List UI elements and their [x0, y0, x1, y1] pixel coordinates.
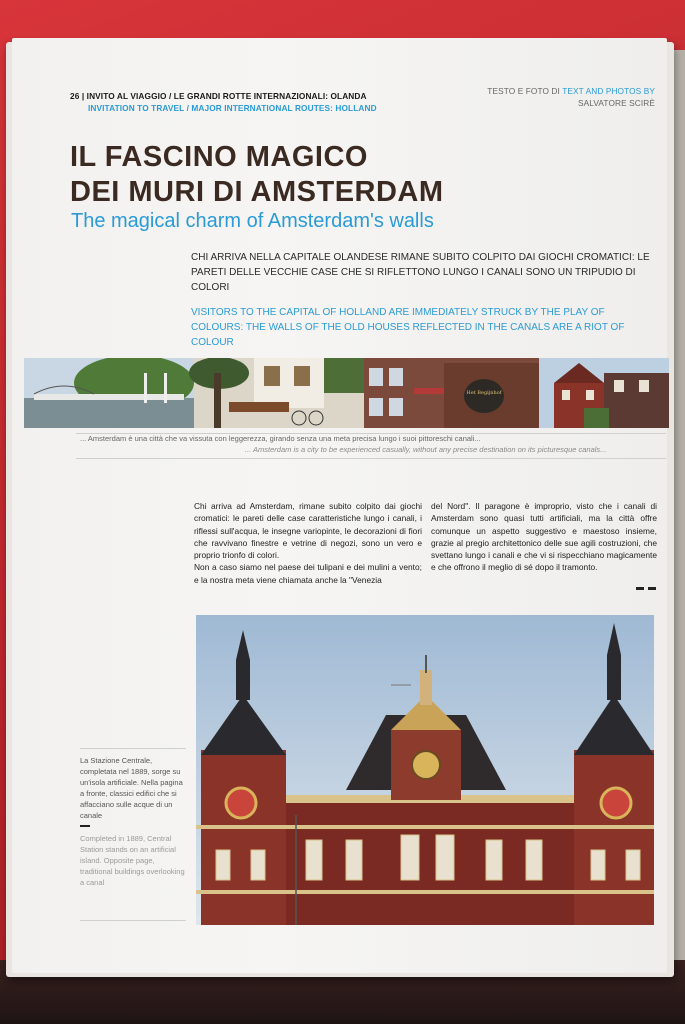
section-title-it: INVITO AL VIAGGIO / LE GRANDI ROTTE INTERNAZIONALI: OLANDA	[86, 91, 367, 101]
photo-strip	[24, 358, 669, 428]
article-end-mark	[636, 587, 656, 590]
section-header	[70, 90, 377, 114]
credit-en: TEXT AND PHOTOS BY	[562, 86, 655, 96]
shop-sign-text: Het Begijnhof	[466, 390, 502, 396]
author-name: SALVATORE SCIRÈ	[578, 98, 655, 108]
tree-and-bikes-photo	[189, 358, 364, 428]
strip-caption-en: ... Amsterdam is a city to be experienced casually, without any precise destination on its picturesque canals...	[245, 445, 607, 454]
body-paragraph: Non a caso siamo nel paese dei tulipani e dei mulini a vento; e la nostra meta viene chiamata anche la "Venezia	[194, 562, 422, 585]
caption-dash	[80, 825, 90, 827]
body-column-1	[194, 500, 422, 586]
page-number: 26	[70, 91, 80, 101]
lead-paragraph-it: CHI ARRIVA NELLA CAPITALE OLANDESE RIMANE SUBITO COLPITO DAI GIOCHI CROMATICI: LE PARETI DELLE VECCHIE CASE CHE SI RIFLETTONO LUNGO I CANALI SONO UN TRIPUDIO DI COLORI	[191, 252, 650, 293]
gabled-houses-photo	[539, 358, 669, 428]
central-station-photo	[196, 615, 654, 925]
title-line-2: DEI MURI DI AMSTERDAM	[70, 176, 444, 208]
strip-caption-it: ... Amsterdam è una città che va vissuta con leggerezza, girando senza una meta precisa lungo i suoi pittoreschi canali...	[80, 434, 481, 443]
section-title-en: INVITATION TO TRAVEL / MAJOR INTERNATIONAL ROUTES: HOLLAND	[88, 103, 377, 113]
brick-facade-sign-photo	[364, 358, 539, 428]
separator: |	[81, 91, 87, 101]
caption-bottom-rule	[80, 920, 186, 921]
canal-bridge-photo	[24, 358, 194, 428]
body-column-2	[431, 500, 657, 574]
article-subtitle: The magical charm of Amsterdam's walls	[71, 210, 434, 232]
article-title	[70, 140, 444, 210]
photo-caption-it: La Stazione Centrale, completata nel 1889, sorge su un'isola artificiale. Nella pagina a fronte, classici edifici che si affacciano sulle acque di un canale	[80, 756, 183, 820]
body-paragraph: del Nord". Il paragone è improprio, visto che i canali di Amsterdam sono quasi tutti artificiali, ma la città offre comunque un aspetto suggestivo e maestoso insieme, grazie al pregio architettonico delle sue agili costruzioni, che svettano lungo i canali e che vi si rispecchiano magicamente e che offrono il meglio di sé dopo il tramonto.	[431, 501, 657, 573]
lead-paragraph-en: VISITORS TO THE CAPITAL OF HOLLAND ARE IMMEDIATELY STRUCK BY THE PLAY OF COLOURS: THE WALLS OF THE OLD HOUSES REFLECTED IN THE CANALS ARE A RIOT OF COLOUR	[191, 307, 625, 348]
photo-caption	[80, 748, 186, 888]
credit-it: TESTO E FOTO DI	[487, 86, 560, 96]
title-line-1: IL FASCINO MAGICO	[70, 141, 368, 173]
body-paragraph: Chi arriva ad Amsterdam, rimane subito colpito dai giochi cromatici: le pareti delle case caratteristiche lungo i canali, i riflessi sull'acqua, le insegne variopinte, le decorazioni di fiori che ravvivano finestre e vetrine di negozi, sono un vero e proprio trionfo di colori.	[194, 501, 422, 561]
photo-caption-en: Completed in 1889, Central Station stands on an artificial island. Opposite page, traditional buildings overlooking a canal	[80, 834, 185, 887]
author-credit	[487, 85, 655, 109]
